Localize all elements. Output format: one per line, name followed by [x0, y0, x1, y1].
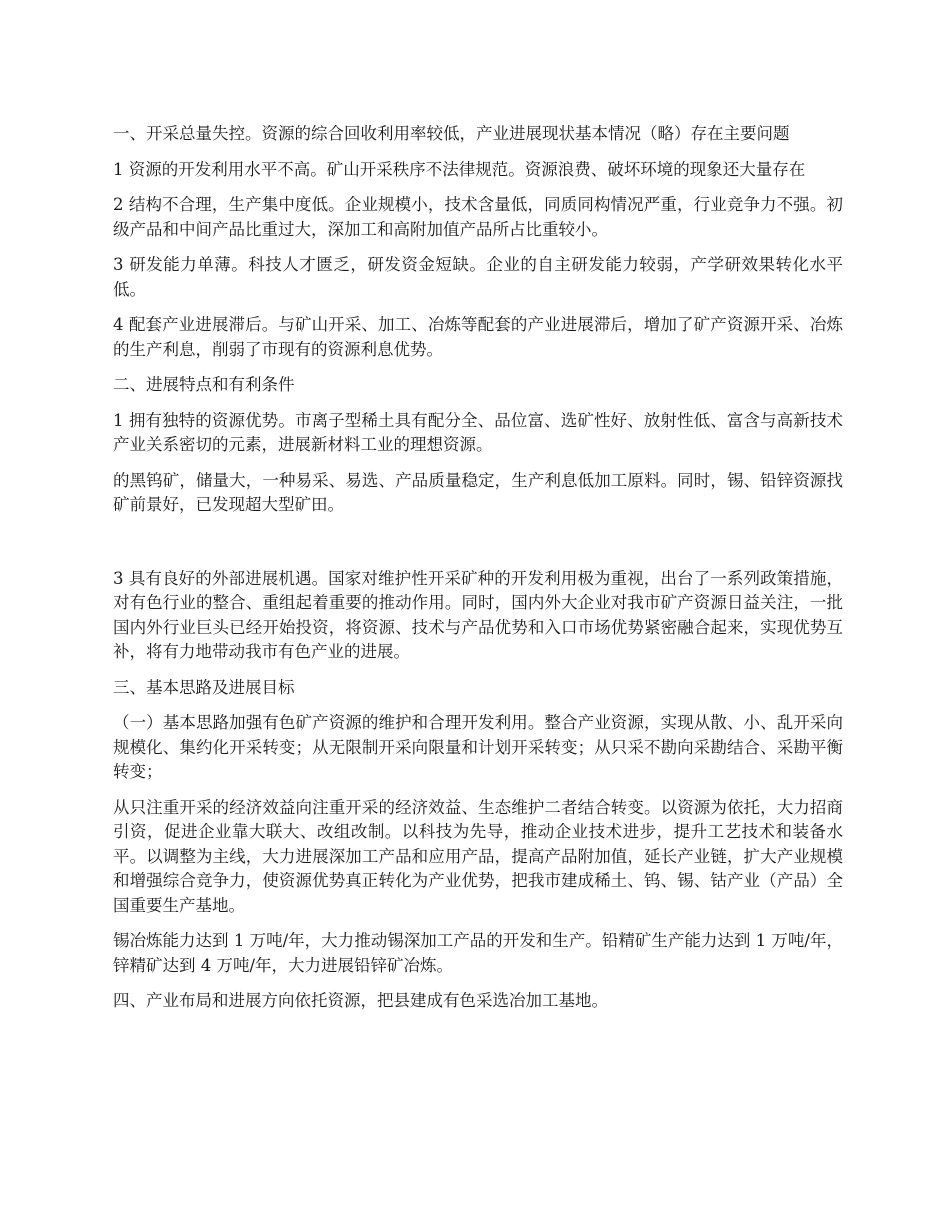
paragraph-section-3-heading: 三、基本思路及进展目标 [113, 677, 295, 697]
paragraph-problem-1: 1 资源的开发利用水平不高。矿山开采秩序不法律规范。资源浪费、破坏环境的现象还大量存在 [113, 159, 806, 179]
paragraph-section-1-heading: 一、开采总量失控。资源的综合回收利用率较低，产业进展现状基本情况（略）存在主要问题 [113, 124, 790, 143]
paragraph-problem-4: 4 配套产业进展滞后。与矿山开采、加工、冶炼等配套的产业进展滞后，增加了矿产资源开采、冶炼的生产利息，削弱了市现有的资源利息优势。 [113, 315, 843, 359]
paragraph-section-4-heading: 四、产业布局和进展方向依托资源，把县建成有色采选冶加工基地。 [113, 991, 608, 1010]
paragraph-advantage-3: 3 具有良好的外部进展机遇。国家对维护性开采矿种的开发利用极为重视，出台了一系列政策措施，对有色行业的整合、重组起着重要的推动作用。同时，国内外大企业对我市矿产资源日益关注，一批国内外行业巨头已经开始投资，将资源、技术与产品优势和入口市场优势紧密融合起来，实现优势互补，将有力地带动我市有色产业的进展。 [113, 568, 843, 661]
paragraph-transformation: 从只注重开采的经济效益向注重开采的经济效益、生态维护二者结合转变。以资源为依托，大力招商引资，促进企业靠大联大、改组改制。以科技为先导，推动企业技术进步，提升工艺技术和装备水平。以调整为主线，大力进展深加工产品和应用产品，提高产品附加值，延长产业链，扩大产业规模和增强综合竞争力，使资源优势真正转化为产业优势，把我市建成稀土、钨、锡、钴产业（产品）全国重要生产基地。 [113, 797, 843, 915]
paragraph-advantage-1: 1 拥有独特的资源优势。市离子型稀土具有配分全、品位富、选矿性好、放射性低、富含与高新技术产业关系密切的元素，进展新材料工业的理想资源。 [113, 410, 843, 454]
paragraph-targets: 锡冶炼能力达到 1 万吨/年，大力推动锡深加工产品的开发和生产。铅精矿生产能力达到 1 万吨/年，锌精矿达到 4 万吨/年，大力进展铅锌矿冶炼。 [113, 931, 843, 975]
paragraph-section-2-heading: 二、进展特点和有利条件 [113, 375, 295, 394]
paragraph-problem-2: 2 结构不合理，生产集中度低。企业规模小，技术含量低，同质同构情况严重，行业竞争力不强。初级产品和中间产品比重过大，深加工和高附加值产品所占比重较小。 [113, 195, 843, 239]
paragraph-tungsten: 的黑钨矿，储量大，一种易采、易选、产品质量稳定，生产利息低加工原料。同时，锡、铅锌资源找矿前景好，已发现超大型矿田。 [113, 470, 843, 514]
paragraph-problem-3: 3 研发能力单薄。科技人才匮乏，研发资金短缺。企业的自主研发能力较弱，产学研效果转化水平低。 [113, 255, 843, 299]
blank-gap [113, 529, 843, 567]
paragraph-basic-approach: （一）基本思路加强有色矿产资源的维护和合理开发利用。整合产业资源，实现从散、小、乱开采向规模化、集约化开采转变；从无限制开采向限量和计划开采转变；从只采不勘向采勘结合、采勘平衡转变； [113, 713, 843, 781]
document-page [113, 122, 843, 1025]
